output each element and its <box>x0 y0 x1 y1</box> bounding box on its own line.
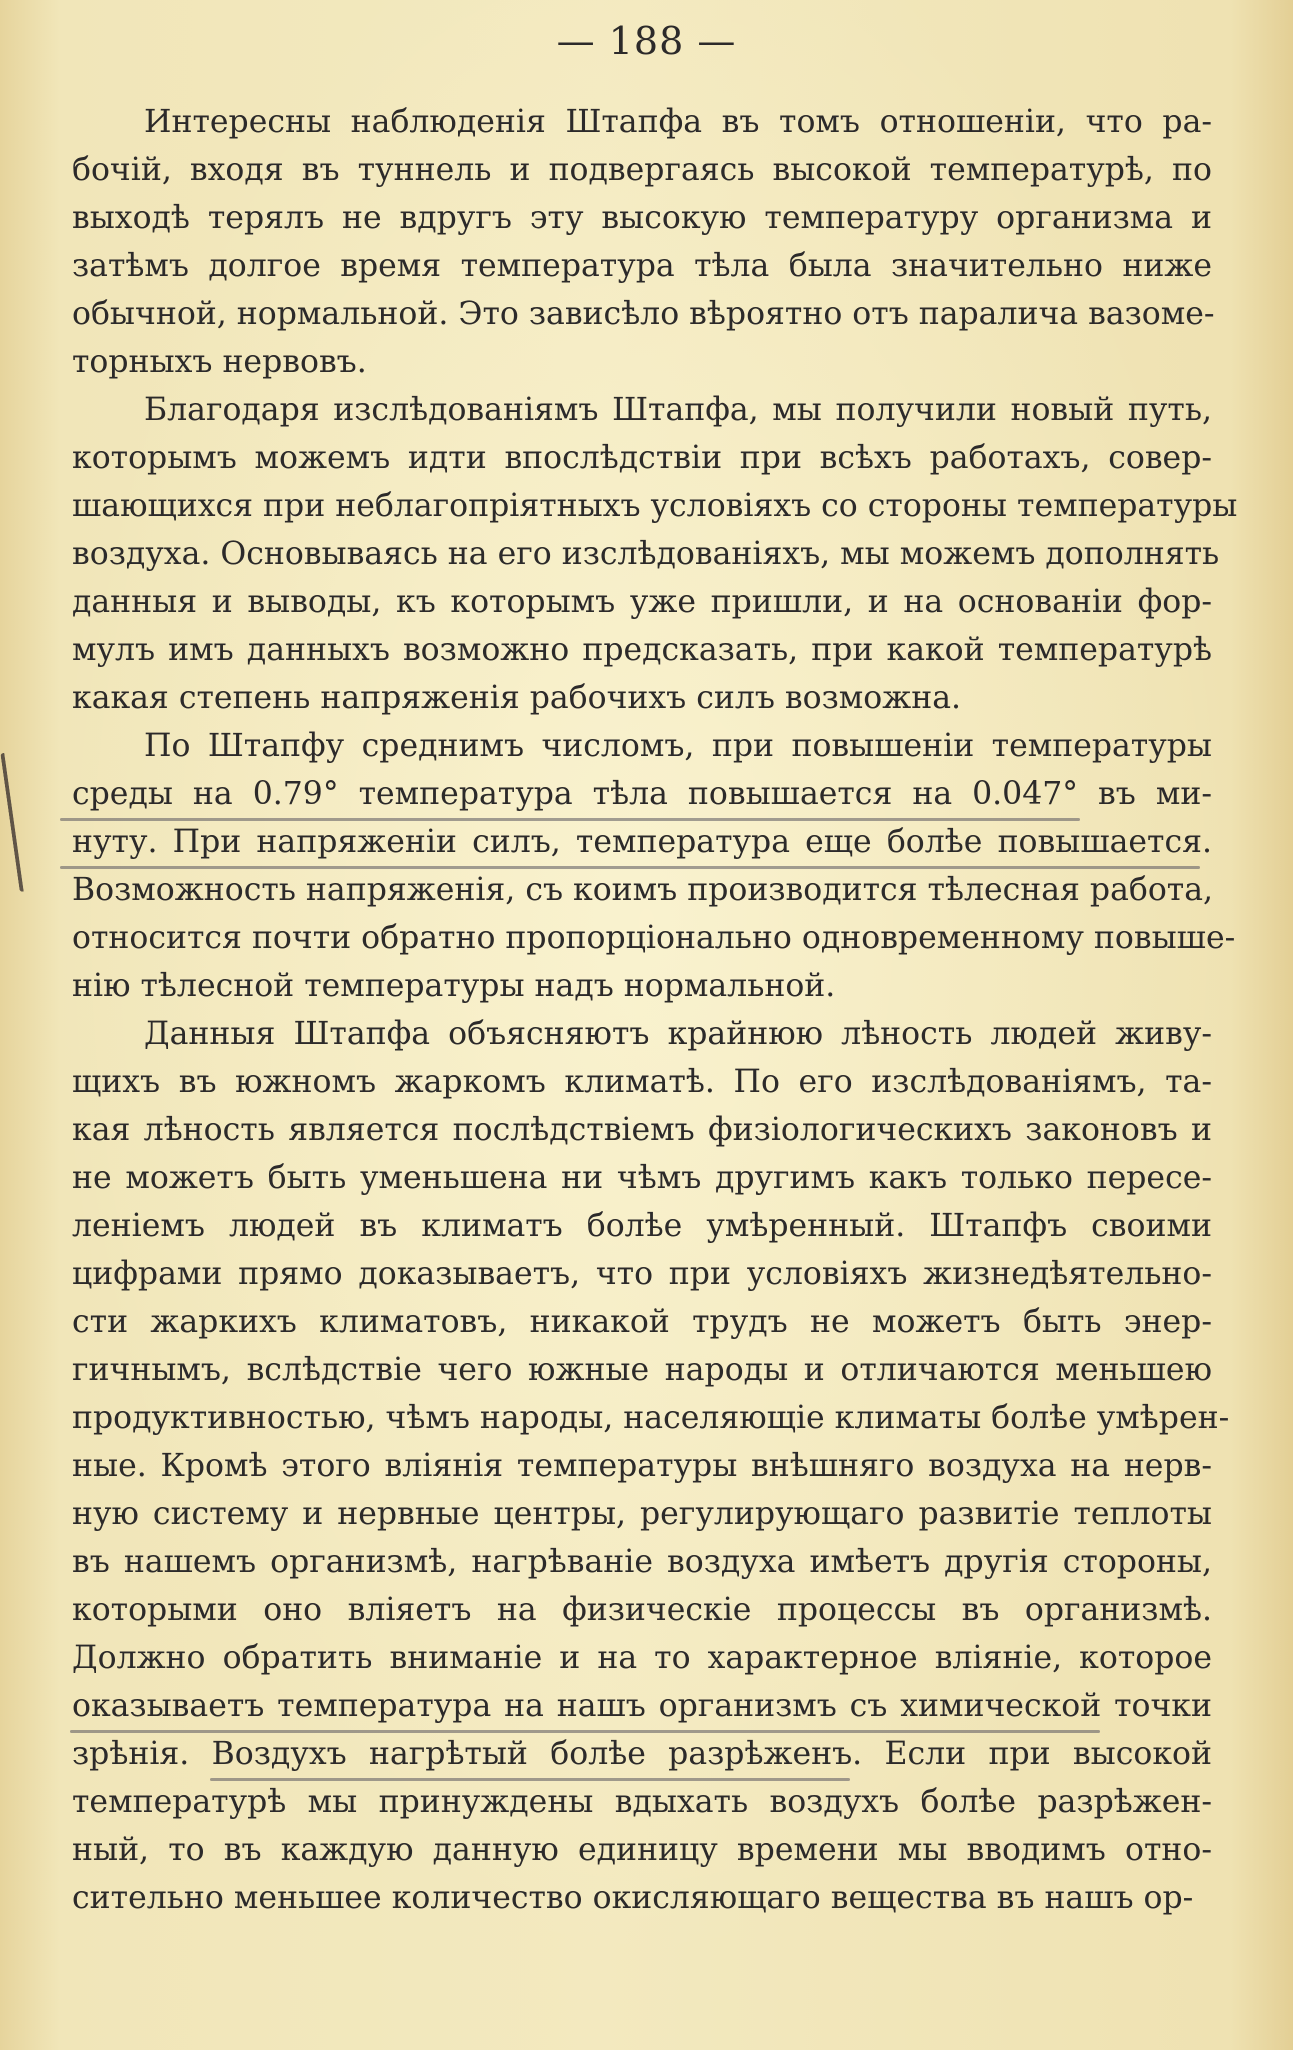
text-line: какая степень напряженія рабочихъ силъ возможна. <box>72 680 962 716</box>
text-line: не можетъ быть уменьшена ни чѣмъ другимъ какъ только пересе- <box>72 1160 1212 1196</box>
text-line: бочій, входя въ туннель и подвергаясь высокой температурѣ, по <box>72 152 1212 188</box>
text-line: которымъ можемъ идти впослѣдствіи при всѣхъ работахъ, совер- <box>72 440 1212 476</box>
text-line: выходѣ терялъ не вдругъ эту высокую температуру организма и <box>72 200 1212 236</box>
paragraph <box>72 722 1236 1010</box>
text-line: леніемъ людей въ климатъ болѣе умѣренный. Штапфъ своими <box>72 1208 1212 1244</box>
text-line: щихъ въ южномъ жаркомъ климатѣ. По его изслѣдованіямъ, та- <box>72 1064 1212 1100</box>
text-line: среды на 0.79° температура тѣла повышается на 0.047° въ ми- <box>72 776 1212 812</box>
text-line: Благодаря изслѣдованіямъ Штапфа, мы получили новый путь, <box>144 392 1212 428</box>
text-line: ную систему и нервные центры, регулирующаго развитіе теплоты <box>72 1496 1212 1532</box>
page-number: — 188 — <box>556 19 737 63</box>
text-line: обычной, нормальной. Это зависѣло вѣроятно отъ паралича вазоме- <box>72 296 1215 332</box>
text-line: воздуха. Основываясь на его изслѣдованіяхъ, мы можемъ дополнять <box>72 536 1220 572</box>
text-line: ные. Кромѣ этого вліянія температуры внѣшняго воздуха на нерв- <box>72 1448 1212 1484</box>
paragraph <box>72 1010 1230 1922</box>
text-line: Интересны наблюденія Штапфа въ томъ отношеніи, что ра- <box>144 104 1212 140</box>
text-line: относится почти обратно пропорціонально одновременному повыше- <box>72 920 1236 956</box>
text-line: гичнымъ, вслѣдствіе чего южные народы и отличаются меньшею <box>72 1352 1212 1388</box>
text-line: сительно меньшее количество окисляющаго вещества въ нашъ ор- <box>72 1880 1194 1916</box>
text-line: зрѣнія. Воздухъ нагрѣтый болѣе разрѣженъ. Если при высокой <box>72 1736 1212 1772</box>
margin-pencil-mark <box>0 752 29 892</box>
text-line: цифрами прямо доказываетъ, что при условіяхъ жизнедѣятельно- <box>72 1256 1212 1292</box>
text-line: кая лѣность является послѣдствіемъ физіологическихъ законовъ и <box>72 1112 1212 1148</box>
text-line: По Штапфу среднимъ числомъ, при повышеніи температуры <box>144 728 1212 764</box>
text-line: Возможность напряженія, съ коимъ производится тѣлесная работа, <box>72 872 1214 908</box>
paragraph <box>72 386 1238 722</box>
text-line: затѣмъ долгое время температура тѣла была значительно ниже <box>72 248 1212 284</box>
text-line: нію тѣлесной температуры надъ нормальной. <box>72 968 836 1004</box>
text-line: торныхъ нервовъ. <box>72 344 367 380</box>
text-line: данныя и выводы, къ которымъ уже пришли, и на основаніи фор- <box>72 584 1212 620</box>
text-line: въ нашемъ организмѣ, нагрѣваніе воздуха имѣетъ другія стороны, <box>72 1544 1212 1580</box>
text-line: нуту. При напряженіи силъ, температура еще болѣе повышается. <box>72 824 1212 860</box>
text-line: Данныя Штапфа объясняютъ крайнюю лѣность людей живу- <box>144 1016 1212 1052</box>
text-line: температурѣ мы принуждены вдыхать воздухъ болѣе разрѣжен- <box>72 1784 1212 1820</box>
text-line: мулъ имъ данныхъ возможно предсказать, при какой температурѣ <box>72 632 1212 668</box>
text-line: ный, то въ каждую данную единицу времени мы вводимъ отно- <box>72 1832 1212 1868</box>
text-line: Должно обратить вниманіе и на то характерное вліяніе, которое <box>72 1640 1212 1676</box>
paragraph <box>72 98 1215 386</box>
text-line: сти жаркихъ климатовъ, никакой трудъ не можетъ быть энер- <box>72 1304 1212 1340</box>
text-line: которыми оно вліяетъ на физическіе процессы въ организмѣ. <box>72 1592 1212 1628</box>
text-line: оказываетъ температура на нашъ организмъ съ химической точки <box>72 1688 1212 1724</box>
text-line: шающихся при неблагопріятныхъ условіяхъ со стороны температуры <box>72 488 1238 524</box>
text-line: продуктивностью, чѣмъ народы, населяющіе климаты болѣе умѣрен- <box>72 1400 1230 1436</box>
body-text <box>72 98 1238 1922</box>
